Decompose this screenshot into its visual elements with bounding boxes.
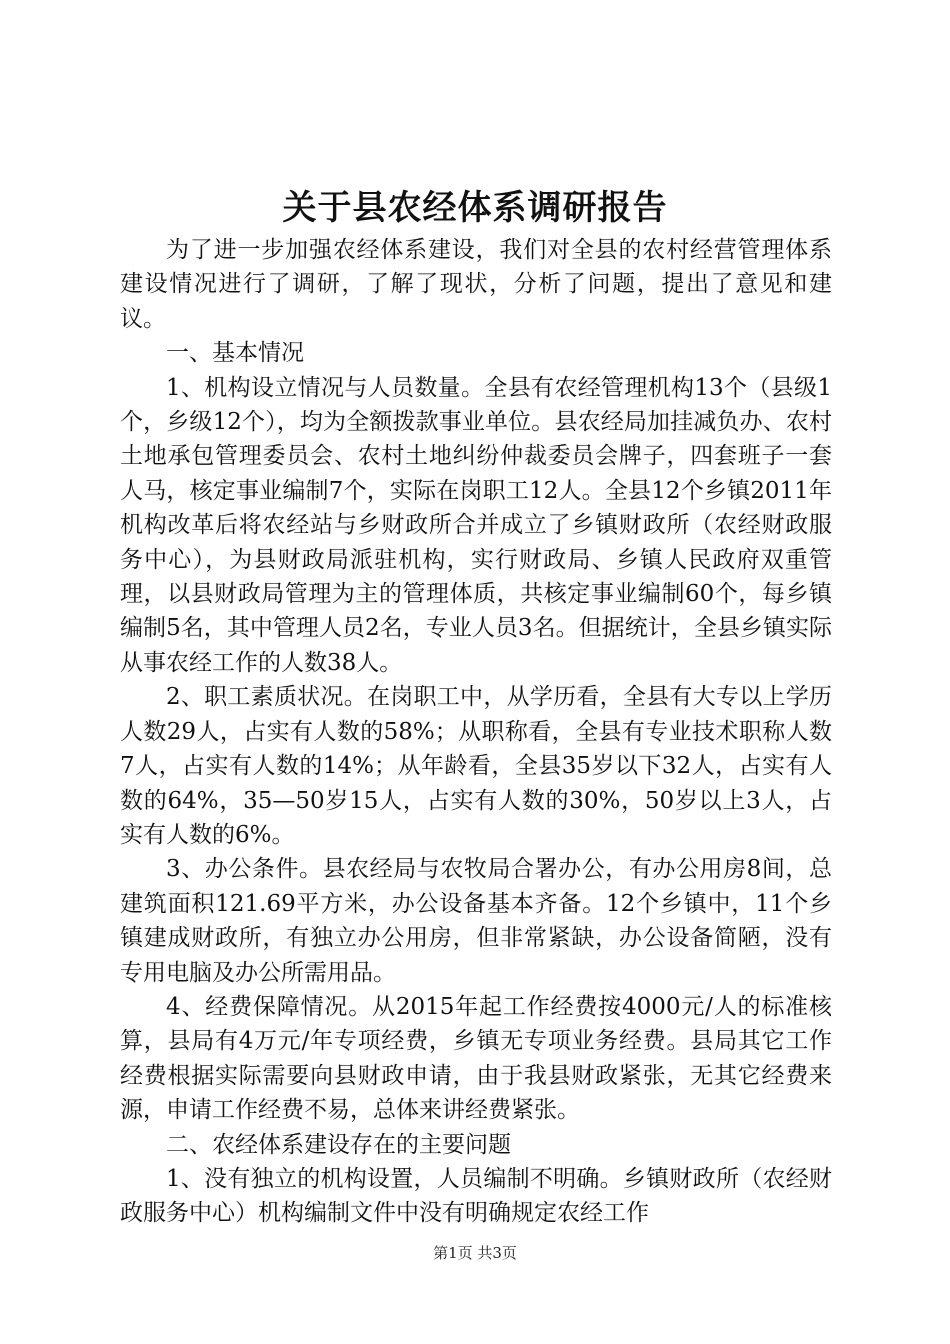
paragraph-problem-1: 1、没有独立的机构设置，人员编制不明确。乡镇财政所（农经财政服务中心）机构编制文件中没有明确规定农经工作 <box>120 1165 832 1227</box>
document-body <box>120 233 832 1231</box>
paragraph-office-conditions: 3、办公条件。县农经局与农牧局合署办公，有办公用房8间，总建筑面积121.69平方米，办公设备基本齐备。12个乡镇中，11个乡镇建成财政所，有独立办公用房，但非常紧缺，办公设备简陋，没有专用电脑及办公所需用品。 <box>120 856 832 986</box>
paragraph-institutions: 1、机构设立情况与人员数量。全县有农经管理机构13个（县级1个，乡级12个），均为全额拨款事业单位。县农经局加挂减负办、农村土地承包管理委员会、农村土地纠纷仲裁委员会牌子，四套班子一套人马，核定事业编制7个，实际在岗职工12人。全县12个乡镇2011年机构改革后将农经站与乡财政所合并成立了乡镇财政所（农经财政服务中心），为县财政局派驻机构，实行财政局、乡镇人民政府双重管理，以县财政局管理为主的管理体质，共核定事业编制60个，每乡镇编制5名，其中管理人员2名，专业人员3名。但据统计，全县乡镇实际从事农经工作的人数38人。 <box>120 374 832 676</box>
paragraph-intro: 为了进一步加强农经体系建设，我们对全县的农村经营管理体系建设情况进行了调研，了解了现状，分析了问题，提出了意见和建议。 <box>120 237 832 332</box>
section-heading-2: 二、农经体系建设存在的主要问题 <box>166 1131 511 1158</box>
document-title: 关于县农经体系调研报告 <box>282 188 668 228</box>
page-footer: 第1页 共3页 <box>433 1244 517 1262</box>
paragraph-funding: 4、经费保障情况。从2015年起工作经费按4000元/人的标准核算，县局有4万元/年专项经费，乡镇无专项业务经费。县局其它工作经费根据实际需要向县财政申请，由于我县财政紧张，无其它经费来源，申请工作经费不易，总体来讲经费紧张。 <box>120 993 832 1124</box>
section-heading-1: 一、基本情况 <box>166 340 304 367</box>
paragraph-staff-quality: 2、职工素质状况。在岗职工中，从学历看，全县有大专以上学历人数29人，占实有人数的58%；从职称看，全县有专业技术职称人数7人，占实有人数的14%；从年龄看，全县35岁以下32人，占实有人数的64%，35—50岁15人，占实有人数的30%，50岁以上3人，占实有人数的6%。 <box>120 684 832 848</box>
